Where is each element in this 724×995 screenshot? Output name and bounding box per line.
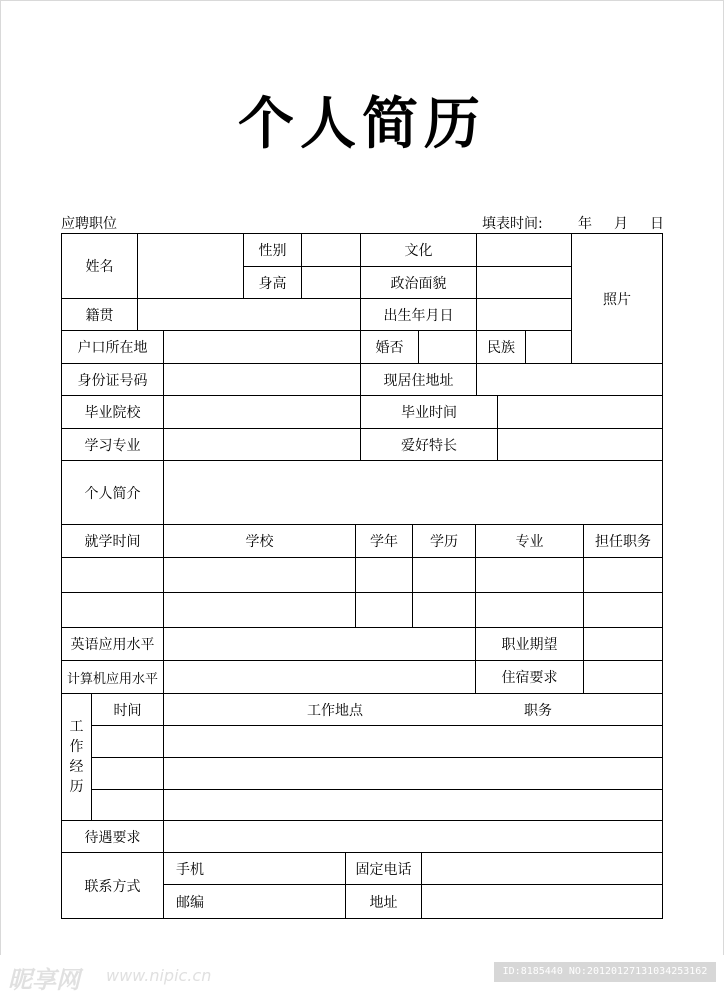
hobbies-label: 爱好特长: [360, 428, 498, 461]
birth-date-field[interactable]: [476, 298, 572, 331]
english-level-label: 英语应用水平: [61, 627, 164, 661]
computer-level-label: 计算机应用水平: [61, 660, 164, 694]
edu-row-1-role[interactable]: [583, 557, 663, 593]
accommodation-label: 住宿要求: [475, 660, 584, 694]
edu-row-2-degree[interactable]: [412, 592, 476, 628]
current-address-label: 现居住地址: [360, 363, 477, 396]
work-experience-char-1: 工: [69, 719, 84, 735]
current-address-field[interactable]: [476, 363, 663, 396]
hukou-field[interactable]: [163, 330, 361, 364]
work-header-row: [163, 693, 663, 726]
day-label: 日: [650, 216, 664, 232]
fill-time-label: 填表时间:: [482, 216, 543, 232]
native-place-field[interactable]: [137, 298, 361, 331]
document-title: 个人简历: [238, 92, 486, 157]
graduation-time-field[interactable]: [497, 395, 663, 429]
career-expectation-label: 职业期望: [475, 627, 584, 661]
edu-row-1-major[interactable]: [475, 557, 584, 593]
mobile-label: 手机: [163, 852, 346, 885]
work-experience-char-4: 历: [69, 779, 84, 795]
edu-row-2-major[interactable]: [475, 592, 584, 628]
position-label: 应聘职位: [61, 216, 117, 232]
career-expectation-field[interactable]: [583, 627, 663, 661]
native-place-label: 籍贯: [61, 298, 138, 331]
edu-row-1-time[interactable]: [61, 557, 164, 593]
work-header-role: 职务: [524, 702, 552, 719]
work-row-2-time[interactable]: [91, 757, 164, 790]
school-field[interactable]: [163, 395, 361, 429]
work-experience-char-3: 经: [69, 759, 84, 775]
salary-field[interactable]: [163, 820, 663, 853]
edu-header-school: 学校: [163, 524, 356, 558]
contact-label: 联系方式: [61, 852, 164, 919]
edu-row-2-year[interactable]: [355, 592, 413, 628]
edu-row-2-school[interactable]: [163, 592, 356, 628]
major-label: 学习专业: [61, 428, 164, 461]
gender-field[interactable]: [301, 233, 361, 267]
edu-header-major: 专业: [475, 524, 584, 558]
year-label: 年: [578, 216, 592, 232]
photo-box: 照片: [571, 233, 663, 364]
hobbies-field[interactable]: [497, 428, 663, 461]
marital-label: 婚否: [360, 330, 419, 364]
id-number-field[interactable]: [163, 363, 361, 396]
work-header-location: 工作地点: [307, 702, 363, 719]
political-label: 政治面貌: [360, 266, 477, 299]
resume-form: [61, 233, 663, 919]
edu-row-1-school[interactable]: [163, 557, 356, 593]
id-number-label: 身份证号码: [61, 363, 164, 396]
work-row-1-detail[interactable]: [163, 725, 663, 758]
work-header-time: 时间: [91, 693, 164, 726]
watermark-logo: 昵享网: [8, 966, 80, 994]
height-label: 身高: [243, 266, 302, 299]
marital-field[interactable]: [418, 330, 477, 364]
political-field[interactable]: [476, 266, 572, 299]
edu-header-year: 学年: [355, 524, 413, 558]
name-label: 姓名: [61, 233, 138, 299]
height-field[interactable]: [301, 266, 361, 299]
landline-label: 固定电话: [345, 852, 422, 885]
work-row-1-time[interactable]: [91, 725, 164, 758]
landline-field[interactable]: [421, 852, 663, 885]
edu-header-time: 就学时间: [61, 524, 164, 558]
work-row-3-detail[interactable]: [163, 789, 663, 821]
work-experience-label: [61, 693, 92, 821]
watermark-url: www.nipic.cn: [106, 966, 212, 985]
month-label: 月: [614, 216, 628, 232]
computer-level-field[interactable]: [163, 660, 476, 694]
birth-date-label: 出生年月日: [360, 298, 477, 331]
postcode-label: 邮编: [163, 884, 346, 919]
address-label: 地址: [345, 884, 422, 919]
work-experience-char-2: 作: [69, 739, 84, 755]
english-level-field[interactable]: [163, 627, 476, 661]
graduation-time-label: 毕业时间: [360, 395, 498, 429]
name-field[interactable]: [137, 233, 244, 299]
work-row-3-time[interactable]: [91, 789, 164, 821]
gender-label: 性别: [243, 233, 302, 267]
major-field[interactable]: [163, 428, 361, 461]
intro-field[interactable]: [163, 460, 663, 525]
salary-label: 待遇要求: [61, 820, 164, 853]
hukou-label: 户口所在地: [61, 330, 164, 364]
school-label: 毕业院校: [61, 395, 164, 429]
edu-row-2-time[interactable]: [61, 592, 164, 628]
edu-row-1-degree[interactable]: [412, 557, 476, 593]
culture-field[interactable]: [476, 233, 572, 267]
accommodation-field[interactable]: [583, 660, 663, 694]
address-field[interactable]: [421, 884, 663, 919]
work-row-2-detail[interactable]: [163, 757, 663, 790]
image-id-strip: ID:8185440 NO:20120127131034253162: [494, 962, 716, 982]
edu-header-role: 担任职务: [583, 524, 663, 558]
edu-row-1-year[interactable]: [355, 557, 413, 593]
edu-header-degree: 学历: [412, 524, 476, 558]
intro-label: 个人简介: [61, 460, 164, 525]
ethnicity-field[interactable]: [525, 330, 572, 364]
culture-label: 文化: [360, 233, 477, 267]
edu-row-2-role[interactable]: [583, 592, 663, 628]
ethnicity-label: 民族: [476, 330, 526, 364]
